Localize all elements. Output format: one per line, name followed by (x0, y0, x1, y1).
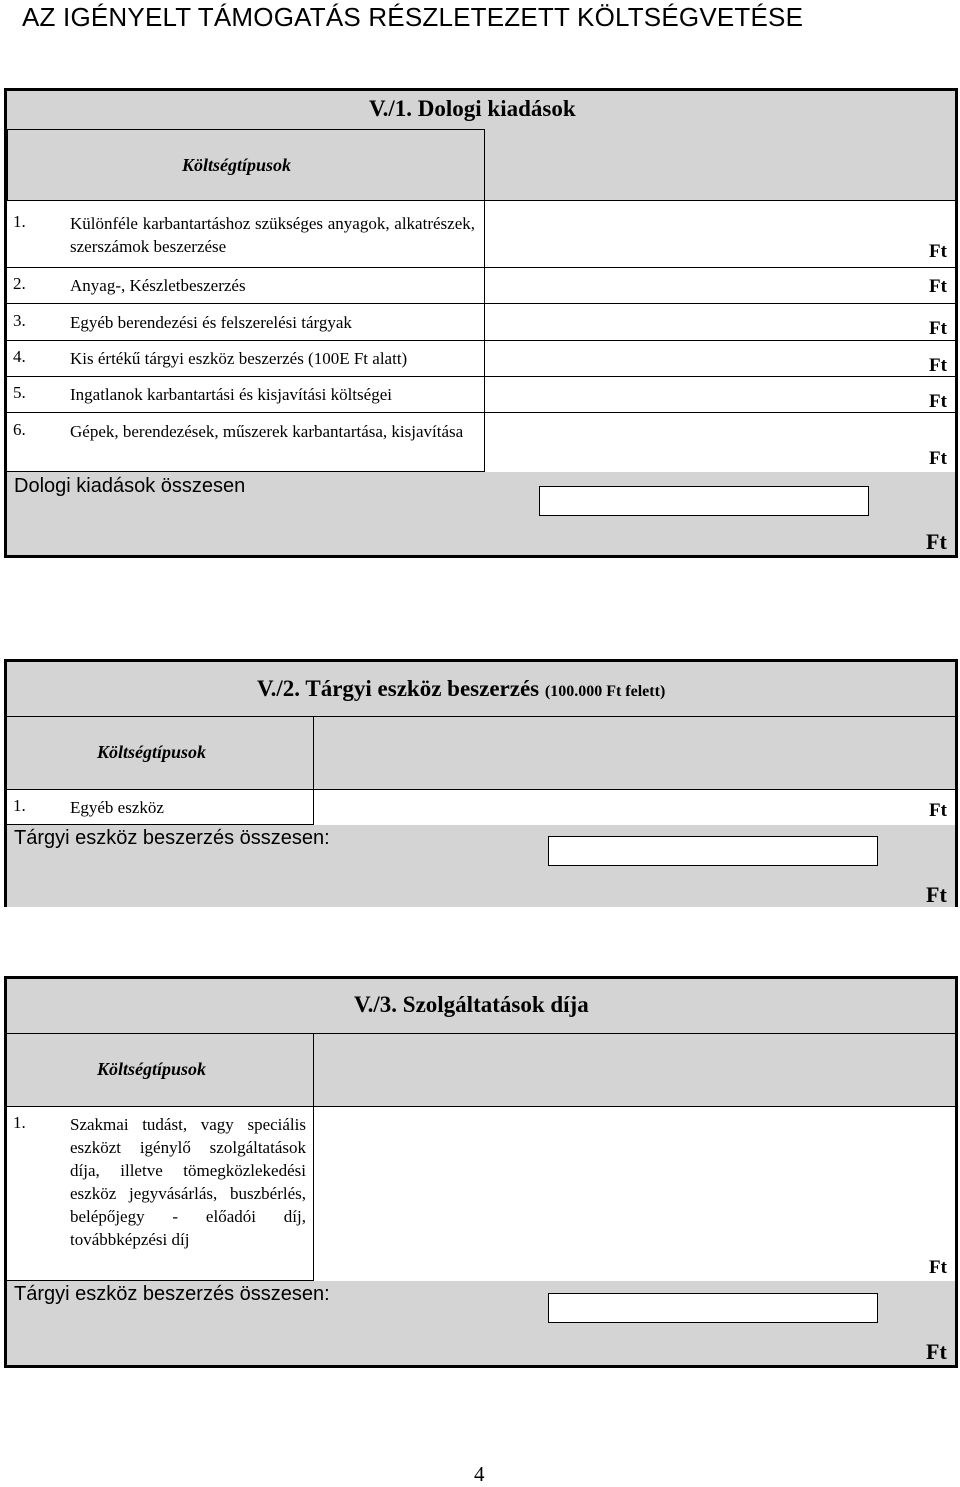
s1-row6-unit: Ft (929, 448, 947, 469)
s1-row2-unit: Ft (929, 276, 947, 297)
s1-row4-num: 4. (13, 347, 26, 366)
s2-row1-unit: Ft (929, 800, 947, 821)
s1-total-label: Dologi kiadások összesen (14, 475, 246, 497)
s1-row6-label: Gépek, berendezések, műszerek karbantartása, kisjavítása (70, 422, 464, 441)
s1-row1-num: 1. (13, 212, 26, 231)
s3-total-unit: Ft (926, 1339, 947, 1364)
s1-row1-label: Különféle karbantartáshoz szükséges anyagok, alkatrészek, szerszámok beszerzése (70, 214, 475, 256)
s1-row3-unit: Ft (929, 318, 947, 339)
s1-row3-num: 3. (13, 311, 26, 330)
s3-row1-unit: Ft (929, 1257, 947, 1278)
s1-row6-num: 6. (13, 420, 26, 439)
s1-row4-unit: Ft (929, 355, 947, 376)
s1-row5-num: 5. (13, 383, 26, 402)
s3-row1-num: 1. (13, 1113, 26, 1132)
s1-row2-num: 2. (13, 274, 26, 293)
s3-row1-label: Szakmai tudást, vagy speciális eszközt igénylő szolgáltatások díja, illetve tömegközlekedési eszköz jegyvásárlás, buszbérlés, belépőjegy - előadói díj, továbbképzési díj (70, 1115, 306, 1249)
section3-col-header: Költségtípusok (97, 1059, 207, 1079)
section3-title: V./3. Szolgáltatások díja (354, 992, 589, 1017)
section2-title-suffix: (100.000 Ft felett) (544, 683, 666, 700)
section1-col-header: Költségtípusok (182, 155, 292, 175)
section2-title-main: V./2. Tárgyi eszköz beszerzés (257, 676, 540, 701)
s1-row5-label: Ingatlanok karbantartási és kisjavítási költségei (70, 385, 392, 404)
s1-row3-label: Egyéb berendezési és felszerelési tárgyak (70, 313, 352, 332)
s1-total-field[interactable] (539, 486, 869, 516)
s1-row2-label: Anyag-, Készletbeszerzés (70, 276, 246, 295)
page-title: AZ IGÉNYELT TÁMOGATÁS RÉSZLETEZETT KÖLTSÉGVETÉSE (22, 2, 804, 32)
s3-total-label: Tárgyi eszköz beszerzés összesen: (14, 1283, 330, 1305)
s2-row1-num: 1. (13, 796, 26, 815)
s1-row1-unit: Ft (929, 241, 947, 262)
s1-total-unit: Ft (926, 529, 947, 554)
section2-col-header: Költségtípusok (97, 742, 207, 762)
s2-row1-label: Egyéb eszköz (70, 798, 164, 817)
s2-total-field[interactable] (548, 836, 878, 866)
s2-total-label: Tárgyi eszköz beszerzés összesen: (14, 827, 330, 849)
section2-title (257, 676, 665, 702)
s1-row4-label: Kis értékű tárgyi eszköz beszerzés (100E Ft alatt) (70, 349, 408, 368)
section1-title: V./1. Dologi kiadások (369, 96, 576, 121)
page-number: 4 (474, 1462, 485, 1486)
s2-total-unit: Ft (926, 882, 947, 907)
s1-row5-unit: Ft (929, 391, 947, 412)
s3-total-field[interactable] (548, 1293, 878, 1323)
